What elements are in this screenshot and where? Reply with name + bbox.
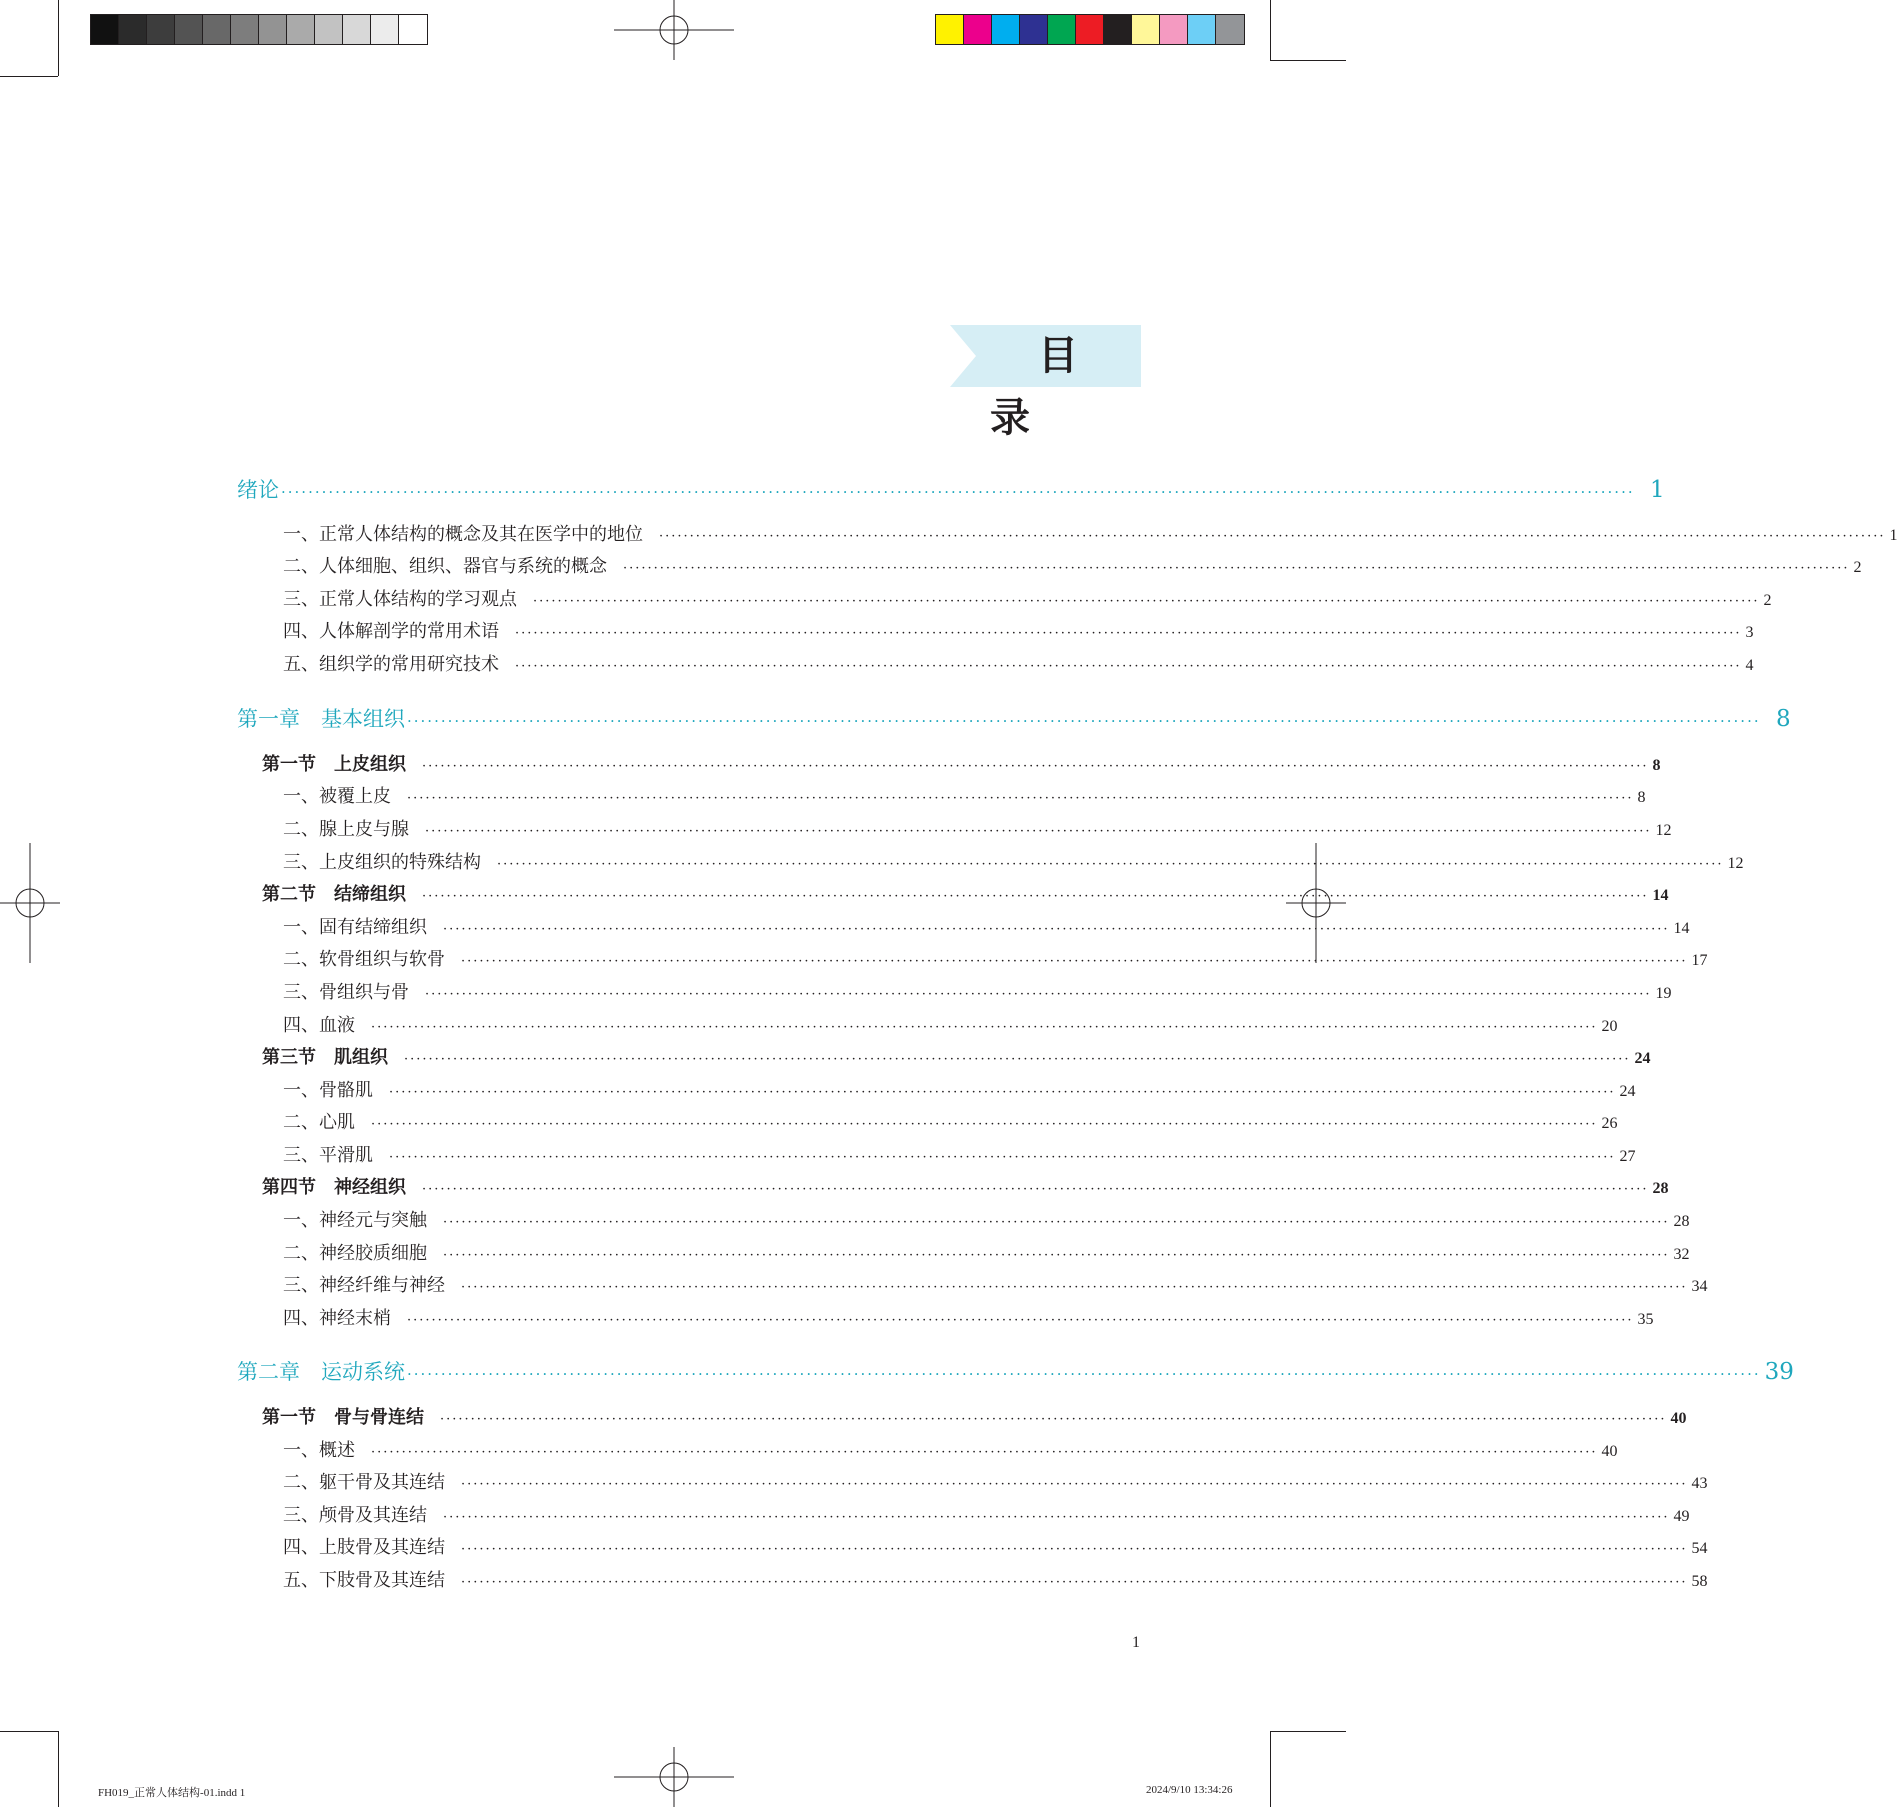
toc-leader-dots: ········································································································································································································ — [533, 594, 1760, 609]
color-swatch — [1076, 15, 1104, 44]
color-swatch — [147, 15, 175, 44]
toc-leader-dots: ········································································································································································································ — [404, 1052, 1631, 1067]
toc-entry-page-number: 43 — [1691, 1475, 1708, 1492]
color-swatch — [315, 15, 343, 44]
toc-leader-dots: ········································································································································································································ — [407, 1365, 1761, 1383]
toc-leader-dots: ········································································································································································································ — [425, 987, 1652, 1002]
color-swatch — [231, 15, 259, 44]
toc-leader-dots: ········································································································································································································ — [443, 1510, 1670, 1525]
toc-entry-label: 四、血液 — [283, 1015, 355, 1036]
toc-leader-dots: ········································································································································································································ — [461, 954, 1688, 969]
color-swatch — [1132, 15, 1160, 44]
toc-item-entry[interactable] — [283, 1108, 1618, 1134]
toc-entry-label: 一、固有结缔组织 — [283, 917, 427, 938]
toc-entry-label: 三、上皮组织的特殊结构 — [283, 852, 481, 873]
toc-item-entry[interactable] — [283, 1271, 1708, 1297]
toc-item-entry[interactable] — [283, 1076, 1636, 1102]
toc-entry-page-number: 28 — [1673, 1213, 1690, 1230]
toc-entry-label: 五、下肢骨及其连结 — [283, 1570, 445, 1591]
toc-entry-page-number: 20 — [1601, 1018, 1618, 1035]
toc-entry-label: 三、神经纤维与神经 — [283, 1275, 445, 1296]
toc-entry-page-number: 19 — [1655, 985, 1672, 1002]
toc-entry-label: 三、颅骨及其连结 — [283, 1505, 427, 1526]
toc-item-entry[interactable] — [283, 848, 1744, 874]
color-swatch — [1160, 15, 1188, 44]
color-swatch — [1216, 15, 1244, 44]
toc-entry-label: 二、心肌 — [283, 1112, 355, 1133]
color-swatch — [203, 15, 231, 44]
toc-entry-page-number: 40 — [1601, 1443, 1618, 1460]
toc-entry-label: 二、神经胶质细胞 — [283, 1243, 427, 1264]
toc-entry-label: 一、骨骼肌 — [283, 1080, 373, 1101]
crop-mark — [1270, 1731, 1346, 1732]
toc-leader-dots: ········································································································································································································ — [443, 1215, 1670, 1230]
toc-item-entry[interactable] — [283, 1141, 1636, 1167]
crop-mark — [0, 76, 58, 77]
toc-entry-page-number: 8 — [1637, 789, 1646, 806]
toc-leader-dots: ········································································································································································································ — [461, 1575, 1688, 1590]
toc-item-entry[interactable] — [283, 945, 1708, 971]
toc-entry-label: 第二节 结缔组织 — [262, 884, 406, 905]
page-title: 目 录 — [990, 332, 1178, 441]
toc-item-entry[interactable] — [283, 978, 1672, 1004]
color-swatch — [259, 15, 287, 44]
registration-mark-icon — [614, 0, 734, 60]
toc-entry-label: 第四节 神经组织 — [262, 1177, 406, 1198]
toc-leader-dots: ········································································································································································································ — [281, 483, 1635, 501]
toc-item-entry[interactable] — [283, 1436, 1618, 1462]
toc-item-entry[interactable] — [283, 1566, 1708, 1592]
footer-timestamp: 2024/9/10 13:34:26 — [1146, 1784, 1233, 1796]
toc-entry-label: 二、软骨组织与软骨 — [283, 949, 445, 970]
color-swatch — [1188, 15, 1216, 44]
toc-entry-label: 一、概述 — [283, 1440, 355, 1461]
toc-entry-page-number: 34 — [1691, 1278, 1708, 1295]
toc-chapter-entry[interactable] — [237, 703, 1791, 733]
toc-leader-dots: ········································································································································································································ — [461, 1542, 1688, 1557]
toc-entry-page-number: 24 — [1619, 1083, 1636, 1100]
toc-entry-page-number: 58 — [1691, 1573, 1708, 1590]
toc-leader-dots: ········································································································································································································ — [443, 922, 1670, 937]
toc-entry-label: 二、躯干骨及其连结 — [283, 1472, 445, 1493]
title-banner — [950, 325, 1178, 441]
toc-item-entry[interactable] — [283, 913, 1690, 939]
toc-item-entry[interactable] — [283, 1239, 1690, 1265]
toc-entry-page-number: 35 — [1637, 1311, 1654, 1328]
toc-leader-dots: ········································································································································································································ — [422, 889, 1649, 904]
toc-item-entry[interactable] — [283, 1501, 1690, 1527]
color-swatch — [1104, 15, 1132, 44]
toc-entry-label: 三、平滑肌 — [283, 1145, 373, 1166]
crop-mark — [58, 0, 59, 76]
toc-item-entry[interactable] — [283, 815, 1672, 841]
toc-entry-label: 第一章 基本组织 — [237, 707, 405, 731]
toc-leader-dots: ········································································································································································································ — [515, 626, 1742, 641]
toc-leader-dots: ········································································································································································································ — [422, 759, 1649, 774]
footer-file-name: FH019_正常人体结构-01.indd 1 — [98, 1787, 246, 1799]
toc-entry-label: 第一节 骨与骨连结 — [262, 1407, 424, 1428]
toc-leader-dots: ········································································································································································································ — [407, 712, 1761, 730]
toc-entry-label: 第三节 肌组织 — [262, 1047, 388, 1068]
toc-entry-label: 绪论 — [237, 478, 279, 502]
toc-entry-page-number: 12 — [1655, 822, 1672, 839]
crop-mark — [1270, 1731, 1271, 1807]
toc-entry-page-number: 8 — [1652, 757, 1661, 774]
registration-mark-icon — [614, 1747, 734, 1807]
color-swatch — [119, 15, 147, 44]
toc-leader-dots: ········································································································································································································ — [443, 1248, 1670, 1263]
toc-leader-dots: ········································································································································································································ — [461, 1477, 1688, 1492]
toc-entry-page-number: 2 — [1853, 559, 1862, 576]
toc-item-entry[interactable] — [283, 1468, 1708, 1494]
toc-leader-dots: ········································································································································································································ — [407, 791, 1634, 806]
toc-leader-dots: ········································································································································································································ — [422, 1182, 1649, 1197]
toc-chapter-entry[interactable] — [237, 1356, 1794, 1386]
toc-item-entry[interactable] — [283, 617, 1754, 643]
toc-entry-label: 一、神经元与突触 — [283, 1210, 427, 1231]
toc-entry-page-number: 2 — [1763, 592, 1772, 609]
toc-section-entry[interactable] — [262, 1043, 1651, 1069]
toc-entry-label: 第一节 上皮组织 — [262, 754, 406, 775]
toc-section-entry[interactable] — [262, 880, 1669, 906]
toc-section-entry[interactable] — [262, 750, 1661, 776]
toc-leader-dots: ········································································································································································································ — [659, 529, 1886, 544]
toc-entry-label: 第二章 运动系统 — [237, 1360, 405, 1384]
toc-entry-page-number: 8 — [1775, 706, 1791, 732]
grayscale-color-bar — [90, 14, 428, 45]
toc-item-entry[interactable] — [283, 1304, 1654, 1330]
toc-leader-dots: ········································································································································································································ — [407, 1313, 1634, 1328]
color-swatch — [936, 15, 964, 44]
crop-mark — [0, 1731, 58, 1732]
toc-entry-label: 四、上肢骨及其连结 — [283, 1537, 445, 1558]
toc-item-entry[interactable] — [283, 585, 1772, 611]
color-swatch — [343, 15, 371, 44]
toc-item-entry[interactable] — [283, 650, 1754, 676]
toc-leader-dots: ········································································································································································································ — [389, 1150, 1616, 1165]
crop-mark — [1270, 60, 1346, 61]
color-swatch — [175, 15, 203, 44]
toc-item-entry[interactable] — [283, 520, 1897, 546]
toc-leader-dots: ········································································································································································································ — [371, 1020, 1598, 1035]
toc-section-entry[interactable] — [262, 1173, 1669, 1199]
toc-entry-label: 四、神经末梢 — [283, 1308, 391, 1329]
color-swatch — [1020, 15, 1048, 44]
toc-leader-dots: ········································································································································································································ — [461, 1280, 1688, 1295]
toc-item-entry[interactable] — [283, 1011, 1618, 1037]
toc-entry-label: 五、组织学的常用研究技术 — [283, 654, 499, 675]
toc-leader-dots: ········································································································································································································ — [440, 1412, 1667, 1427]
toc-leader-dots: ········································································································································································································ — [623, 561, 1850, 576]
toc-item-entry[interactable] — [283, 1206, 1690, 1232]
crop-mark — [1270, 0, 1271, 60]
color-swatch — [91, 15, 119, 44]
toc-entry-page-number: 1 — [1889, 527, 1897, 544]
toc-entry-label: 一、正常人体结构的概念及其在医学中的地位 — [283, 524, 643, 545]
toc-entry-page-number: 40 — [1670, 1410, 1687, 1427]
toc-leader-dots: ········································································································································································································ — [425, 824, 1652, 839]
process-color-bar — [935, 14, 1245, 45]
color-swatch — [1048, 15, 1076, 44]
toc-entry-page-number: 17 — [1691, 952, 1708, 969]
toc-entry-page-number: 24 — [1634, 1050, 1651, 1067]
toc-entry-label: 三、正常人体结构的学习观点 — [283, 589, 517, 610]
toc-entry-page-number: 49 — [1673, 1508, 1690, 1525]
toc-item-entry[interactable] — [283, 552, 1862, 578]
toc-entry-label: 三、骨组织与骨 — [283, 982, 409, 1003]
toc-entry-page-number: 28 — [1652, 1180, 1669, 1197]
toc-entry-label: 一、被覆上皮 — [283, 786, 391, 807]
toc-entry-page-number: 32 — [1673, 1246, 1690, 1263]
crop-mark — [58, 1731, 59, 1807]
color-swatch — [371, 15, 399, 44]
color-swatch — [992, 15, 1020, 44]
toc-entry-page-number: 14 — [1673, 920, 1690, 937]
toc-chapter-entry[interactable] — [237, 474, 1665, 504]
toc-leader-dots: ········································································································································································································ — [497, 857, 1724, 872]
toc-item-entry[interactable] — [283, 782, 1646, 808]
page-number: 1 — [1132, 1634, 1140, 1651]
toc-entry-page-number: 3 — [1745, 624, 1754, 641]
toc-entry-page-number: 12 — [1727, 855, 1744, 872]
toc-leader-dots: ········································································································································································································ — [371, 1117, 1598, 1132]
toc-item-entry[interactable] — [283, 1533, 1708, 1559]
color-swatch — [399, 15, 427, 44]
color-swatch — [287, 15, 315, 44]
toc-entry-page-number: 26 — [1601, 1115, 1618, 1132]
toc-entry-page-number: 54 — [1691, 1540, 1708, 1557]
toc-entry-page-number: 1 — [1649, 477, 1665, 503]
toc-entry-page-number: 39 — [1764, 1359, 1794, 1385]
toc-entry-page-number: 14 — [1652, 887, 1669, 904]
toc-leader-dots: ········································································································································································································ — [371, 1445, 1598, 1460]
registration-mark-icon — [0, 843, 60, 963]
color-swatch — [964, 15, 992, 44]
toc-entry-label: 四、人体解剖学的常用术语 — [283, 621, 499, 642]
toc-section-entry[interactable] — [262, 1403, 1687, 1429]
toc-leader-dots: ········································································································································································································ — [515, 659, 1742, 674]
toc-leader-dots: ········································································································································································································ — [389, 1085, 1616, 1100]
toc-entry-page-number: 4 — [1745, 657, 1754, 674]
toc-entry-page-number: 27 — [1619, 1148, 1636, 1165]
toc-entry-label: 二、腺上皮与腺 — [283, 819, 409, 840]
toc-entry-label: 二、人体细胞、组织、器官与系统的概念 — [283, 556, 607, 577]
